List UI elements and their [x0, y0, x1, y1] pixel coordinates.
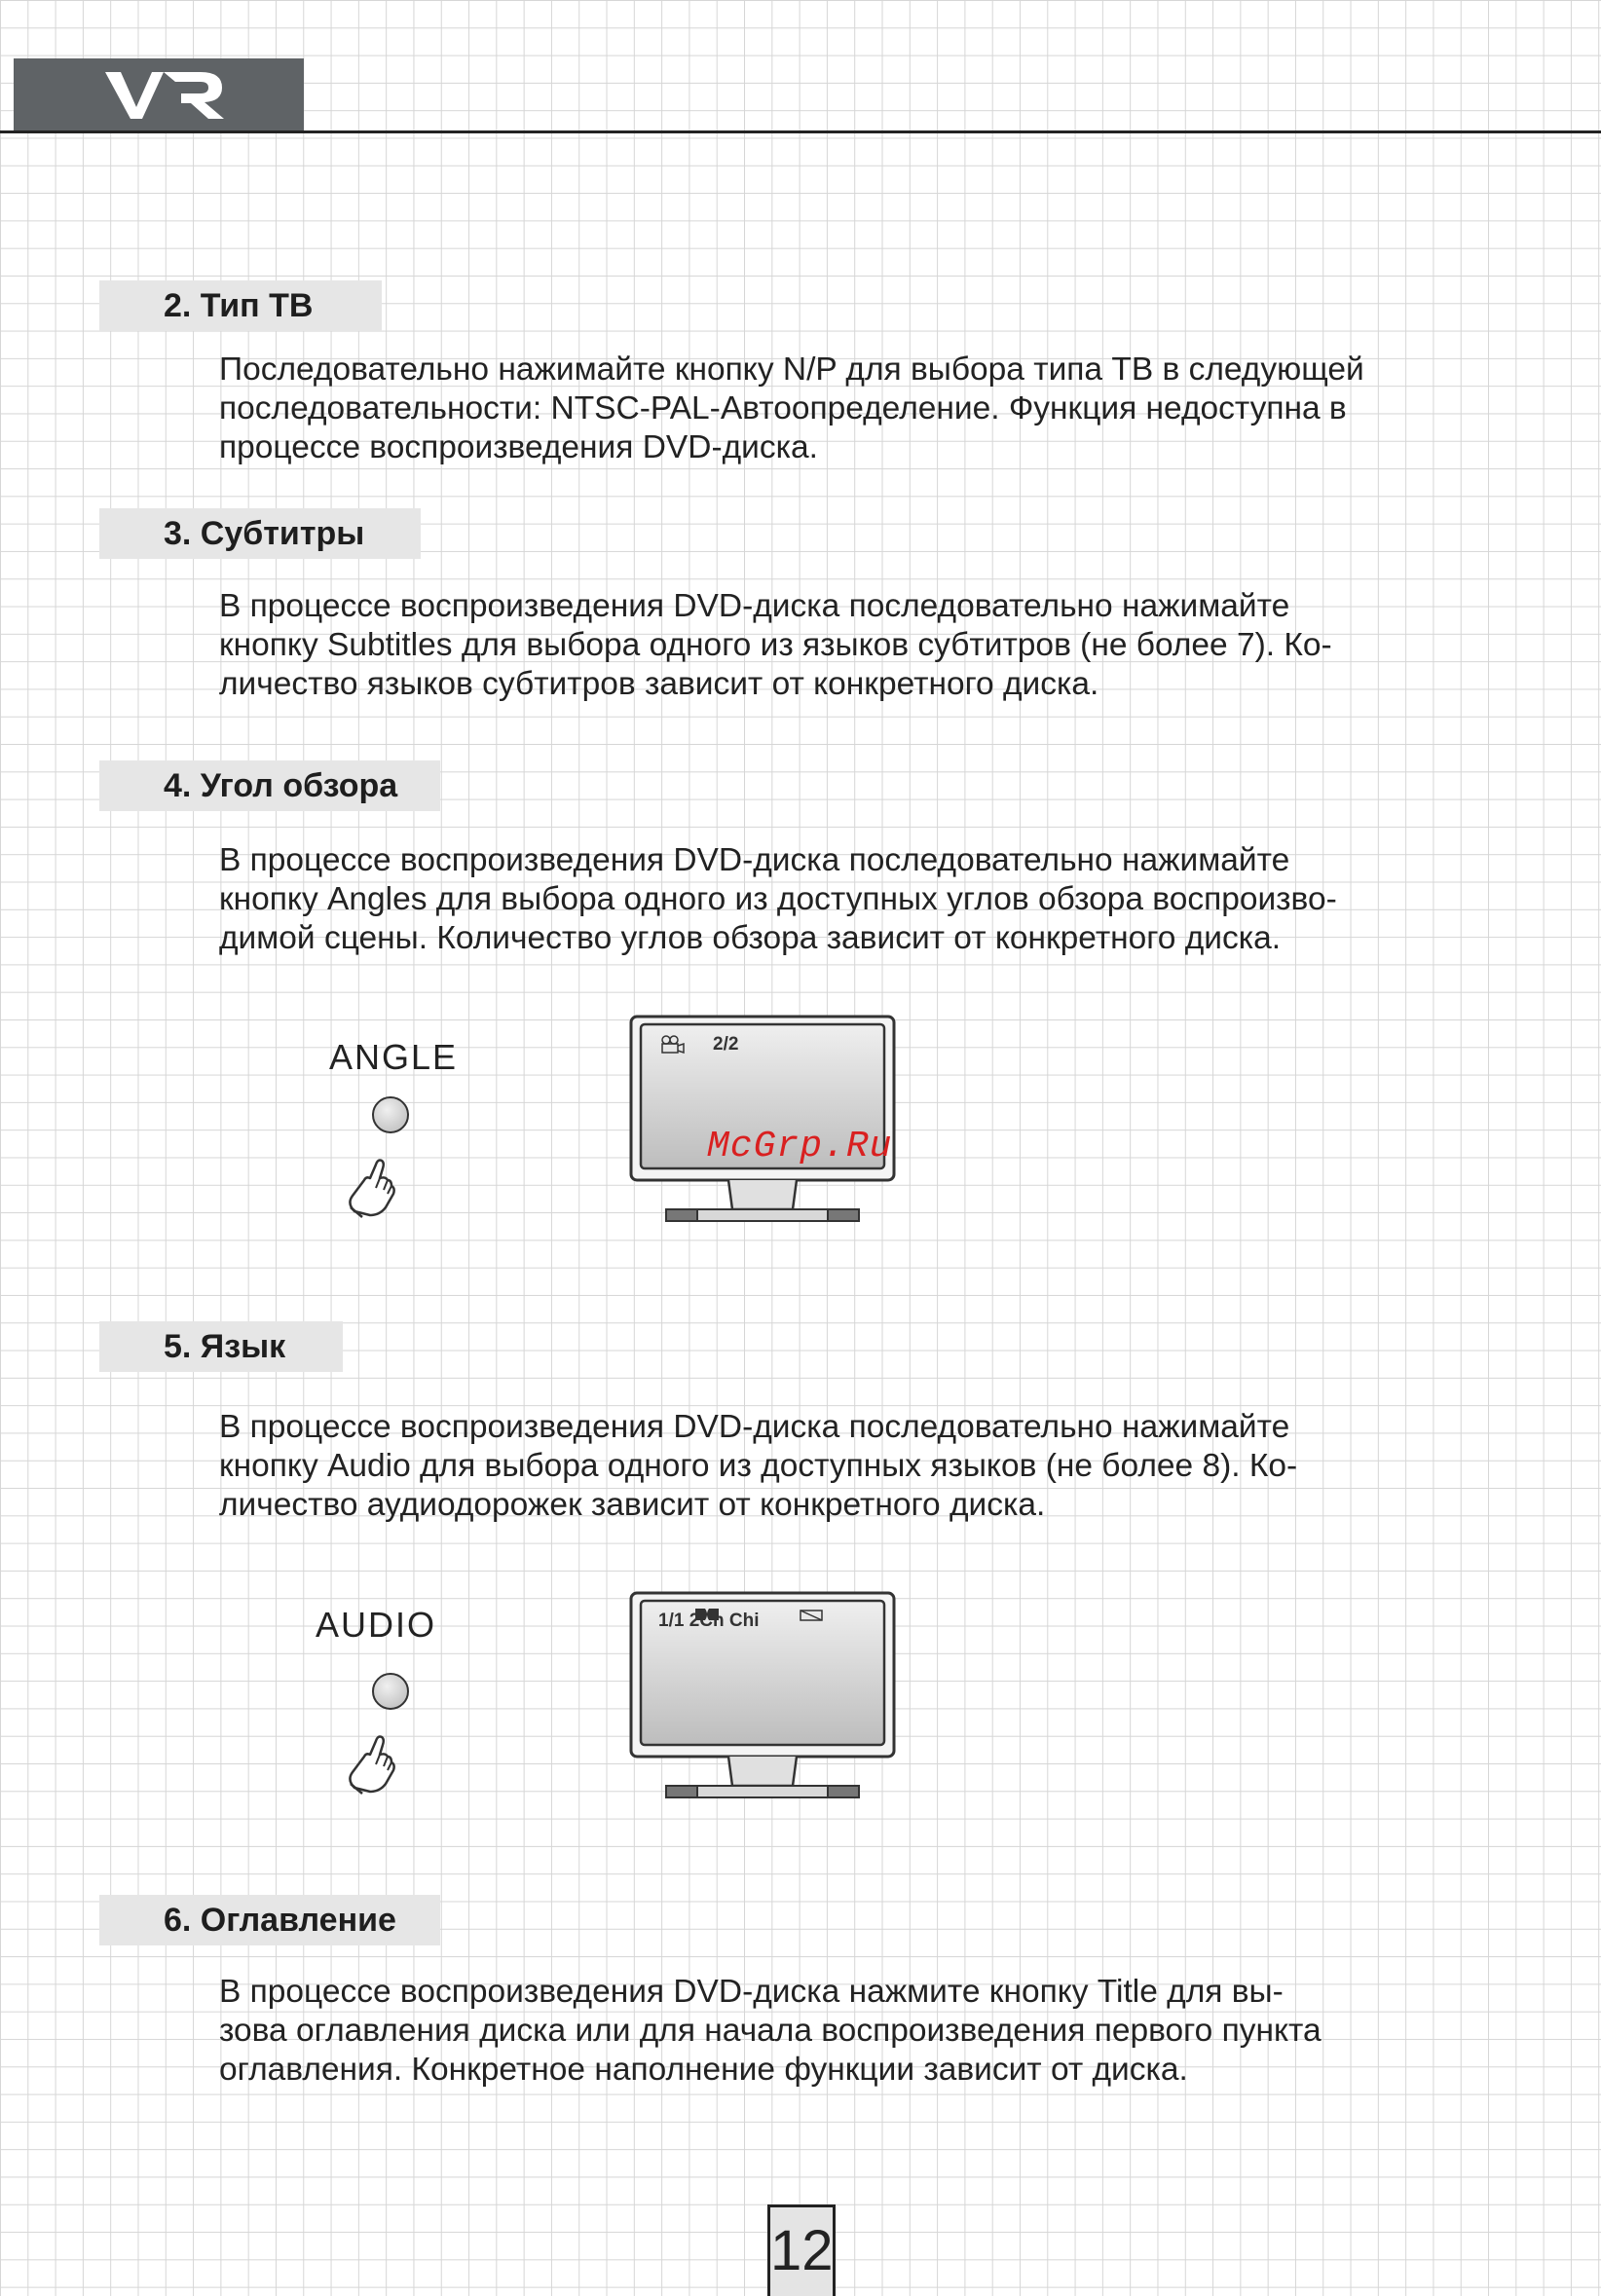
text-line: димой сцены. Количество углов обзора зависит от конкретного диска.: [219, 920, 1282, 956]
angle-button-label: ANGLE: [329, 1037, 459, 1077]
audio-button-label: AUDIO: [316, 1605, 437, 1645]
text-line: кнопку Audio для выбора одного из доступных языков (не более 8). Ко-: [219, 1448, 1298, 1484]
text-line: Последовательно нажимайте кнопку N/P для выбора типа ТВ в следующей: [219, 352, 1364, 388]
audio-button[interactable]: [372, 1673, 409, 1710]
text-line: В процессе воспроизведения DVD-диска последовательно нажимайте: [219, 842, 1290, 878]
section-title-title-menu: 6. Оглавление: [99, 1895, 440, 1945]
brand-logo: [14, 58, 304, 132]
pointing-hand-icon: [343, 1151, 401, 1219]
section-text-language: [219, 1408, 1475, 1525]
text-line: В процессе воспроизведения DVD-диска нажмите кнопку Title для вы-: [219, 1974, 1284, 2010]
section-text-title-menu: [219, 1973, 1475, 2090]
audio-osd-text: 1/1 2Ch Chi: [658, 1611, 760, 1631]
text-line: зова оглавления диска или для начала воспроизведения первого пункта: [219, 2013, 1322, 2049]
text-line: В процессе воспроизведения DVD-диска последовательно нажимайте: [219, 588, 1290, 624]
angle-button[interactable]: [372, 1096, 409, 1133]
pointing-hand-icon: [343, 1727, 401, 1796]
text-line: последовательности: NTSC-PAL-Автоопределение. Функция недоступна в: [219, 390, 1347, 426]
text-line: оглавления. Конкретное наполнение функции зависит от диска.: [219, 2052, 1188, 2088]
text-line: кнопку Subtitles для выбора одного из языков субтитров (не более 7). Ко-: [219, 627, 1332, 663]
text-line: В процессе воспроизведения DVD-диска последовательно нажимайте: [219, 1409, 1290, 1445]
section-title-subtitles: 3. Субтитры: [99, 508, 421, 559]
tv-monitor-icon: [629, 1015, 898, 1225]
angle-osd-text: 2/2: [713, 1034, 739, 1055]
vr-logo-icon: [103, 66, 230, 125]
section-title-angle: 4. Угол обзора: [99, 760, 440, 811]
header-rule: [0, 130, 1601, 133]
section-text-subtitles: [219, 587, 1475, 704]
watermark: McGrp.Ru: [707, 1126, 893, 1167]
text-line: личество языков субтитров зависит от конкретного диска.: [219, 666, 1099, 702]
section-text-angle: [219, 841, 1475, 958]
section-title-tv-type: 2. Тип ТВ: [99, 280, 382, 331]
text-line: кнопку Angles для выбора одного из доступных углов обзора воспроизво-: [219, 881, 1337, 917]
text-line: процессе воспроизведения DVD-диска.: [219, 429, 818, 465]
section-text-tv-type: [219, 351, 1475, 467]
page-number: 12: [767, 2204, 836, 2296]
section-title-language: 5. Язык: [99, 1321, 343, 1372]
text-line: личество аудиодорожек зависит от конкретного диска.: [219, 1487, 1046, 1523]
